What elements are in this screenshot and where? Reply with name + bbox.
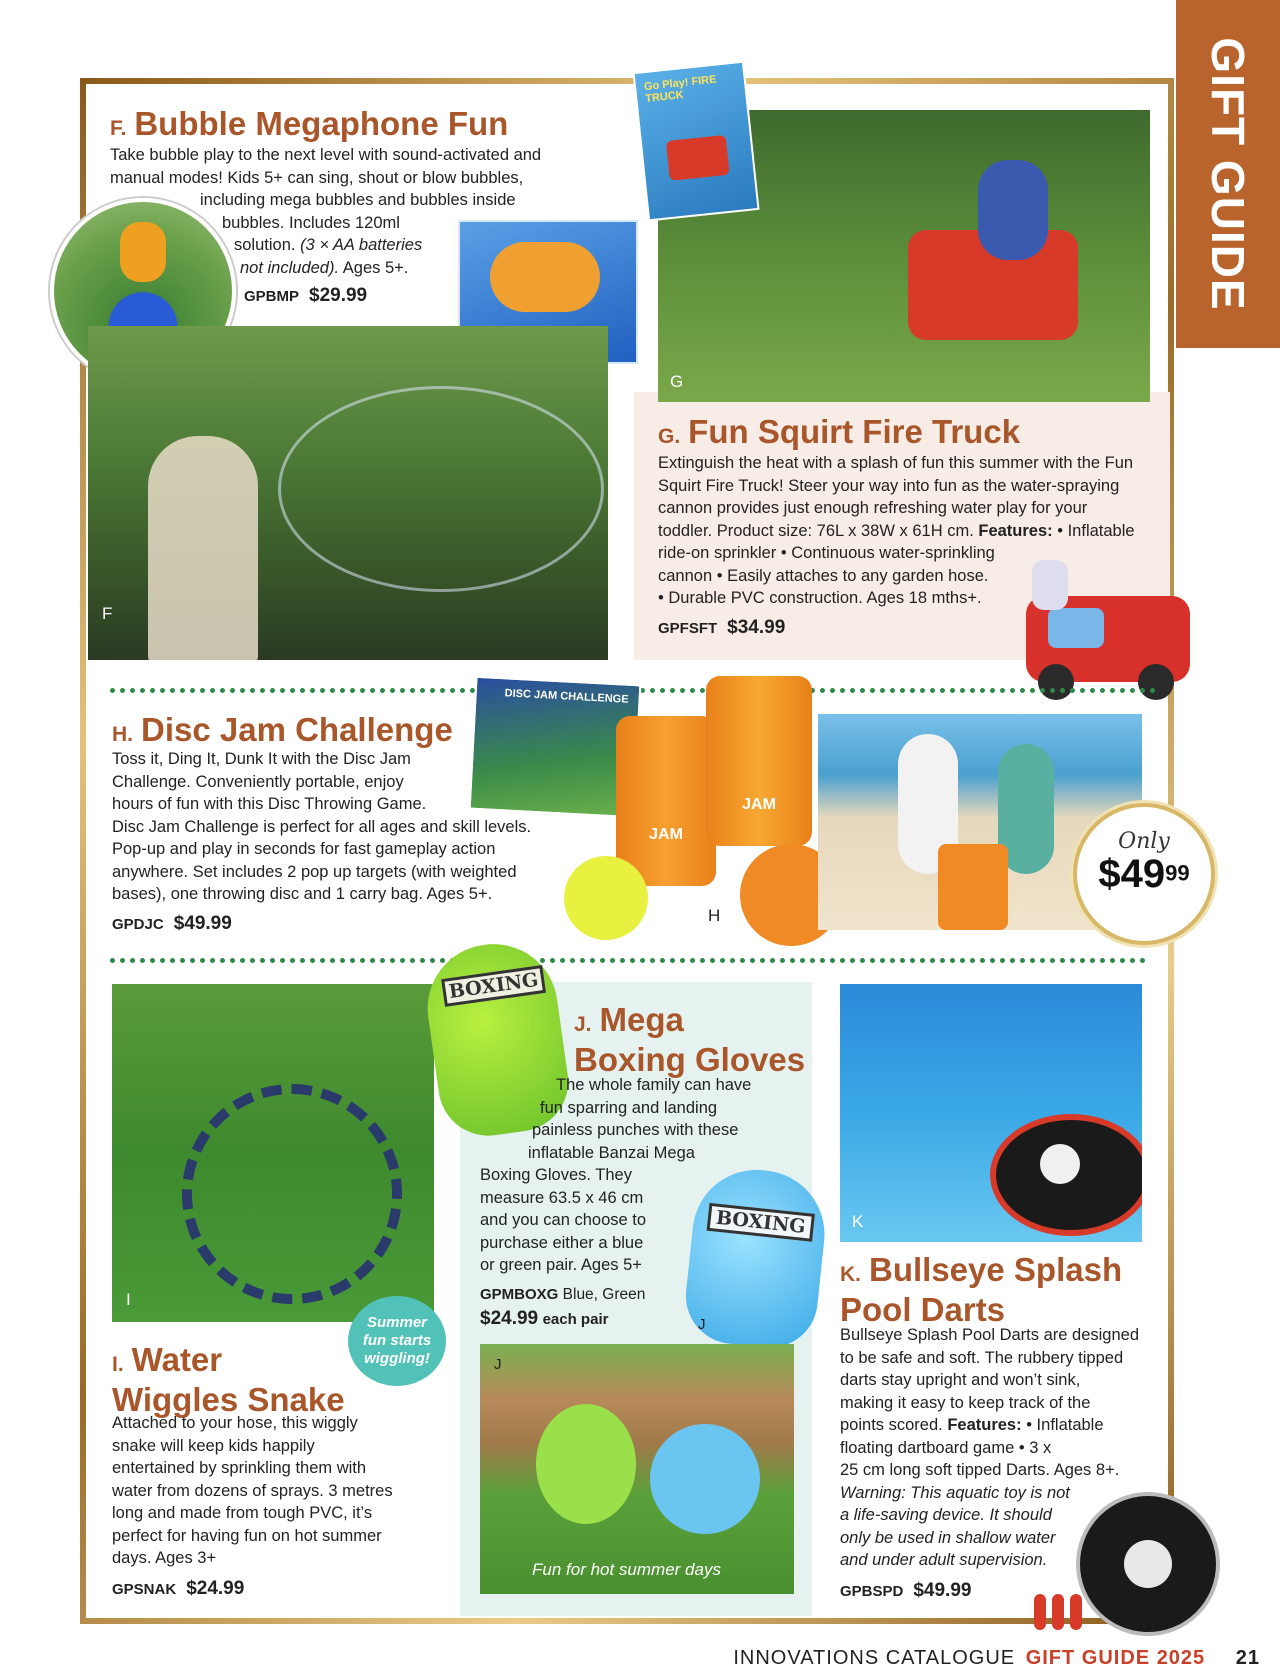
product-j-title: J. Mega Boxing Gloves xyxy=(574,1001,806,1078)
product-j-description: The whole family can have fun sparring and landing painless punches with these inflatable Banzai Mega Boxing Gloves. They measure 63.5 x 46 cm and you can choose to purchase either a blue or green pair. Ages 5+ xyxy=(480,1076,752,1274)
gift-guide-tab-label: GIFT GUIDE xyxy=(1202,37,1254,311)
summer-badge: Summer fun starts wiggling! xyxy=(348,1296,446,1386)
product-g-description: Extinguish the heat with a splash of fun this summer with the Fun Squirt Fire Truck! Steer your way into fun as the water-spraying cannon provides just enough refreshing water play for your toddler. Product size: 76L x 38W x 61H cm. Features: • Inflatable ride-on sprinkler • Continuous water-sprinkling cannon • Easily attaches to any garden hose. • Durable PVC construction. Ages 18 mths+. xyxy=(658,454,1135,607)
product-i-title: I. Water Wiggles Snake xyxy=(112,1341,345,1418)
product-k-price-line: GPBSPD $49.99 xyxy=(840,1580,972,1601)
product-h-bucket-left-label: JAM xyxy=(649,826,683,843)
product-f-description: Take bubble play to the next level with sound-activated and manual modes! Kids 5+ can sing, shout or blow bubbles, including mega bubbles and bubbles inside bubbles. Includes 120ml solution. (3 × AA batteries not included). Ages 5+. xyxy=(110,146,542,277)
product-k-dartboard-image xyxy=(1076,1492,1220,1636)
product-h-bucket-left xyxy=(616,716,716,886)
product-k-photo-label: K xyxy=(852,1212,864,1231)
product-f-photo xyxy=(88,326,608,660)
page-footer xyxy=(600,1647,1260,1670)
product-h-title: H. Disc Jam Challenge xyxy=(112,711,453,748)
product-i-price-line: GPSNAK $24.99 xyxy=(112,1578,245,1599)
product-g-box-text: Go Play! FIRE TRUCK xyxy=(643,73,718,106)
footer-catalogue-label: INNOVATIONS CATALOGUE xyxy=(733,1647,1016,1669)
product-h-price-line: GPDJC $49.99 xyxy=(112,913,232,934)
product-h-bucket-right xyxy=(706,676,812,846)
product-j-photo-label: J xyxy=(494,1356,502,1373)
product-h-label: H xyxy=(708,906,721,925)
product-f-photo-label: F xyxy=(102,604,113,623)
product-g-price-line: GPFSFT $34.99 xyxy=(658,617,786,638)
product-g-photo-label: G xyxy=(670,372,684,391)
product-k-photo xyxy=(840,984,1142,1242)
product-h-bucket-right-label: JAM xyxy=(742,796,776,813)
price-badge-only-label: Only xyxy=(1118,829,1170,854)
product-h-description: Toss it, Ding It, Dunk It with the Disc Jam Challenge. Conveniently portable, enjoy hours of fun with this Disc Throwing Game. Disc Jam Challenge is perfect for all ages and skill levels. Pop-up and play in seconds for fast gameplay action anywhere. Set includes 2 pop up targets (with weighted bases), one throwing disc and 1 carry bag. Ages 5+. xyxy=(112,750,532,903)
product-j-code-line: GPMBOXG Blue, Green xyxy=(480,1286,646,1303)
product-i-photo xyxy=(112,984,434,1322)
product-j-blue-glove-text: BOXING xyxy=(707,1203,815,1242)
product-g-title: G. Fun Squirt Fire Truck xyxy=(658,413,1021,450)
price-badge-only xyxy=(1073,803,1215,945)
product-f-title: F. Bubble Megaphone Fun xyxy=(110,105,509,142)
product-j-photo xyxy=(480,1344,794,1594)
product-g-box xyxy=(632,61,759,222)
product-i-description: Attached to your hose, this wiggly snake will keep kids happily entertained by sprinkling them with water from dozens of sprays. 3 metres long and made from tough PVC, it’s perfect for having fun on hot summer days. Ages 3+ xyxy=(112,1414,393,1567)
product-f-price-line: GPBMP $29.99 xyxy=(244,285,368,306)
product-h-disc xyxy=(564,856,648,940)
product-j-green-glove-text: BOXING xyxy=(441,965,546,1007)
price-badge-cents: 99 xyxy=(1165,860,1190,886)
product-h-box-text: DISC JAM CHALLENGE xyxy=(504,687,629,706)
product-j-glove-label: J xyxy=(698,1316,706,1333)
product-k-darts-image xyxy=(1034,1594,1084,1630)
separator-2 xyxy=(110,958,1146,963)
product-k-title: K. Bullseye Splash Pool Darts xyxy=(840,1251,1123,1328)
product-j-photo-caption: Fun for hot summer days xyxy=(532,1560,721,1579)
product-i-photo-label: I xyxy=(126,1290,131,1309)
product-g-truck-image xyxy=(1018,560,1198,700)
footer-gift-guide-label: GIFT GUIDE 2025 xyxy=(1025,1647,1206,1669)
product-k-description: Bullseye Splash Pool Darts are designed to be safe and soft. The rubbery tipped darts stay upright and won’t sink, making it easy to keep track of the points scored. Features: • Inflatable floating dartboard game • 3 x 25 cm long soft tipped Darts. Ages 8+. Warning: This aquatic toy is not a life-saving device. It should only be used in shallow water and under adult supervision. xyxy=(840,1326,1140,1569)
price-badge-dollars: $49 xyxy=(1098,852,1166,896)
page-number: 21 xyxy=(1235,1647,1260,1669)
product-j-price-line: $24.99 each pair xyxy=(480,1308,609,1329)
gift-guide-tab xyxy=(1176,0,1280,348)
